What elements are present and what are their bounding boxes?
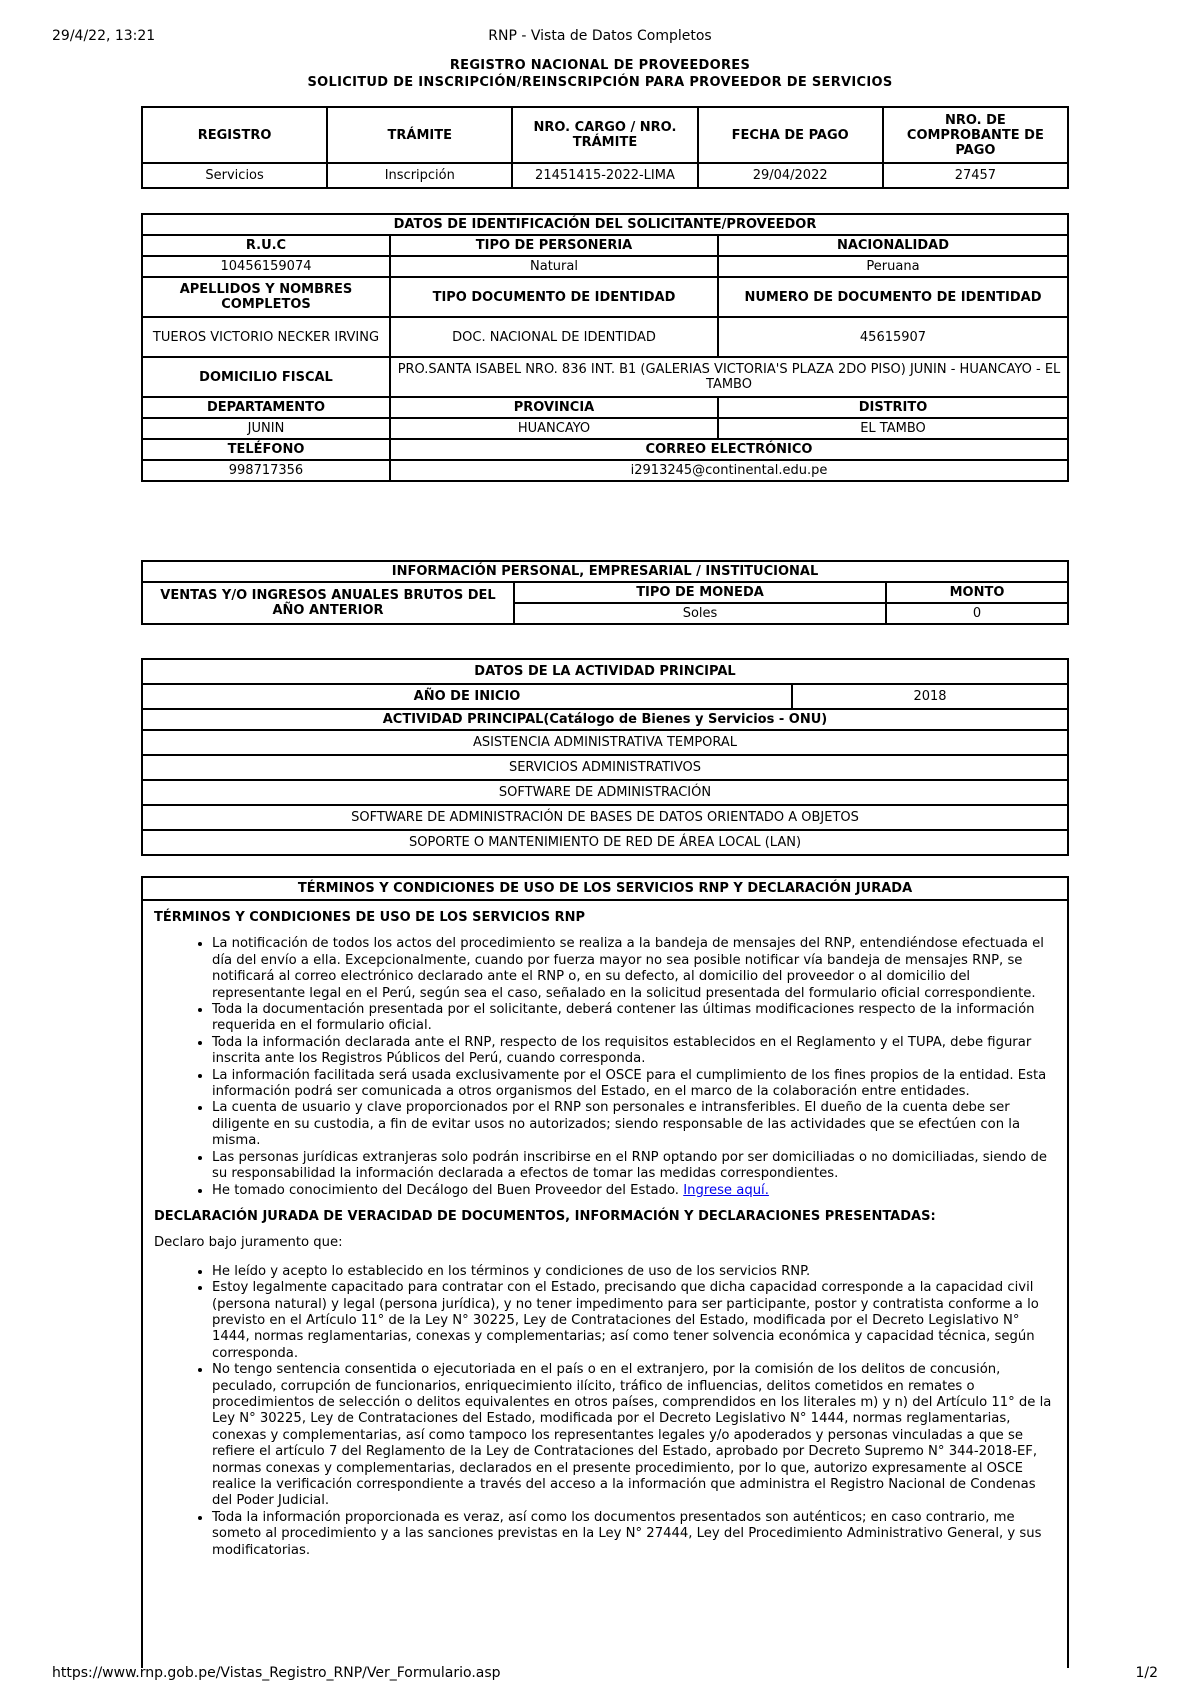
actividad-table xyxy=(141,658,1069,856)
registro-value-row xyxy=(142,163,1068,188)
terminos-subtitle: TÉRMINOS Y CONDICIONES DE USO DE LOS SERVICIOS RNP xyxy=(154,910,586,925)
table-row xyxy=(142,805,1068,830)
telefono-value: 998717356 xyxy=(142,460,390,481)
registro-header: REGISTRO xyxy=(142,107,327,163)
registro-header-row xyxy=(142,107,1068,163)
fecha-pago-value: 29/04/2022 xyxy=(698,163,883,188)
correo-value: i2913245@continental.edu.pe xyxy=(390,460,1068,481)
provincia-label: PROVINCIA xyxy=(390,397,718,418)
tipo-personeria-label: TIPO DE PERSONERIA xyxy=(390,235,718,256)
tramite-header: TRÁMITE xyxy=(327,107,512,163)
list-item: • La cuenta de usuario y clave proporcionados por el RNP son personales e intransferibles. El dueño de la cuenta debe ser diligente en su custodia, a fin de evitar usos no autorizados; siendo responsable de las actividades que se efectúen con la misma. xyxy=(212,1100,1057,1149)
declaracion-title: DECLARACIÓN JURADA DE VERACIDAD DE DOCUMENTOS, INFORMACIÓN Y DECLARACIONES PRESENTADAS: xyxy=(154,1208,936,1224)
list-item: • Las personas jurídicas extranjeras solo podrán inscribirse en el RNP optando por ser domiciliadas o no domiciliadas, siendo de su responsabilidad la información declarada a efectos de tomar las medidas correspondientes. xyxy=(212,1150,1057,1183)
correo-label: CORREO ELECTRÓNICO xyxy=(390,439,1068,460)
actividad-item: SOFTWARE DE ADMINISTRACIÓN DE BASES DE DATOS ORIENTADO A OBJETOS xyxy=(142,805,1068,830)
distrito-label: DISTRITO xyxy=(718,397,1068,418)
actividad-item: ASISTENCIA ADMINISTRATIVA TEMPORAL xyxy=(142,730,1068,755)
list-item: • Estoy legalmente capacitado para contratar con el Estado, precisando que dicha capacidad corresponde a la capacidad civil (persona natural) y legal (persona jurídica), y no tener impedimento para ser participante, postor y contratista conforme a lo previsto en el Artículo 11° de la Ley N° 30225, Ley de Contrataciones del Estado, modificada por el Decreto Legislativo N° 1444, normas reglamentarias, conexas y complementarias; así como tener solvencia económica y capacidad técnica, según corresponda. xyxy=(212,1280,1057,1362)
anio-inicio-value: 2018 xyxy=(792,684,1068,709)
monto-value: 0 xyxy=(886,603,1068,624)
list-item: • Toda la información proporcionada es veraz, así como los documentos presentados son auténticos; en caso contrario, me someto al procedimiento y a las sanciones previstas en la Ley N° 27444, Ley del Procedimiento Administrativo General, y sus modificatorias. xyxy=(212,1510,1057,1559)
identificacion-title: DATOS DE IDENTIFICACIÓN DEL SOLICITANTE/PROVEEDOR xyxy=(142,214,1068,235)
domicilio-value: PRO.SANTA ISABEL NRO. 836 INT. B1 (GALERIAS VICTORIA'S PLAZA 2DO PISO) JUNIN - HUANCAYO - EL TAMBO xyxy=(390,357,1068,397)
list-item: • No tengo sentencia consentida o ejecutoriada en el país o en el extranjero, por la comisión de los delitos de concusión, peculado, corrupción de funcionarios, enriquecimiento ilícito, tráfico de influencias, delitos cometidos en remates o procedimientos de selección o delitos equivalentes en otros países, comprendidos en los literales m) y n) del Artículo 11° de la Ley N° 30225, Ley de Contrataciones del Estado, modificada por el Decreto Legislativo N° 1444, normas reglamentarias, conexas y complementarias, así como tampoco los representantes legales y/o apoderados y personas vinculadas a que se refiere el artículo 7 del Reglamento de la Ley de Contrataciones del Estado, aprobado por Decreto Supremo N° 344-2018-EF, normas conexas y complementarias, declarados en el presente procedimiento, por lo que, autorizo expresamente al OSCE realice la verificación correspondiente a través del acceso a la información que administra el Registro Nacional de Condenas del Poder Judicial. xyxy=(212,1362,1057,1510)
num-doc-value: 45615907 xyxy=(718,317,1068,357)
list-item: • La información facilitada será usada exclusivamente por el OSCE para el cumplimiento de los fines propios de la entidad. Esta información podrá ser comunicada a otros organismos del Estado, en el marco de la colaboración entre entidades. xyxy=(212,1068,1057,1101)
registro-value: Servicios xyxy=(142,163,327,188)
fecha-pago-header: FECHA DE PAGO xyxy=(698,107,883,163)
tipo-personeria-value: Natural xyxy=(390,256,718,277)
print-footer xyxy=(0,1665,1200,1685)
actividad-item: SERVICIOS ADMINISTRATIVOS xyxy=(142,755,1068,780)
ventas-label: VENTAS Y/O INGRESOS ANUALES BRUTOS DEL AÑO ANTERIOR xyxy=(142,582,514,624)
nacionalidad-value: Peruana xyxy=(718,256,1068,277)
nro-cargo-value: 21451415-2022-LIMA xyxy=(512,163,697,188)
nombres-label: APELLIDOS Y NOMBRES COMPLETOS xyxy=(142,277,390,317)
moneda-label: TIPO DE MONEDA xyxy=(514,582,886,603)
nro-cargo-header: NRO. CARGO / NRO. TRÁMITE xyxy=(512,107,697,163)
document-title xyxy=(0,57,1200,91)
print-datetime: 29/4/22, 13:21 xyxy=(52,28,156,44)
terminos-section-title: TÉRMINOS Y CONDICIONES DE USO DE LOS SERVICIOS RNP Y DECLARACIÓN JURADA xyxy=(143,878,1067,901)
actividad-item: SOPORTE O MANTENIMIENTO DE RED DE ÁREA LOCAL (LAN) xyxy=(142,830,1068,855)
actividad-item: SOFTWARE DE ADMINISTRACIÓN xyxy=(142,780,1068,805)
terminos-list xyxy=(154,936,1057,1199)
monto-label: MONTO xyxy=(886,582,1068,603)
distrito-value: EL TAMBO xyxy=(718,418,1068,439)
departamento-label: DEPARTAMENTO xyxy=(142,397,390,418)
table-row xyxy=(142,730,1068,755)
table-row xyxy=(142,755,1068,780)
provincia-value: HUANCAYO xyxy=(390,418,718,439)
actividad-principal-label: ACTIVIDAD PRINCIPAL(Catálogo de Bienes y Servicios - ONU) xyxy=(142,709,1068,730)
declaracion-list xyxy=(154,1264,1057,1559)
document-title-line-2: SOLICITUD DE INSCRIPCIÓN/REINSCRIPCIÓN PARA PROVEEDOR DE SERVICIOS xyxy=(307,75,893,90)
informacion-title: INFORMACIÓN PERSONAL, EMPRESARIAL / INSTITUCIONAL xyxy=(142,561,1068,582)
table-row xyxy=(142,830,1068,855)
telefono-label: TELÉFONO xyxy=(142,439,390,460)
list-item: • He leído y acepto lo establecido en los términos y condiciones de uso de los servicios RNP. xyxy=(212,1264,1057,1280)
tipo-doc-label: TIPO DOCUMENTO DE IDENTIDAD xyxy=(390,277,718,317)
domicilio-label: DOMICILIO FISCAL xyxy=(142,357,390,397)
list-item: • Toda la información declarada ante el RNP, respecto de los requisitos establecidos en el Reglamento y el TUPA, debe figurar inscrita ante los Registros Públicos del Perú, cuando corresponda. xyxy=(212,1035,1057,1068)
num-doc-label: NUMERO DE DOCUMENTO DE IDENTIDAD xyxy=(718,277,1068,317)
list-item xyxy=(212,1183,1057,1199)
decalogo-text: He tomado conocimiento del Decálogo del Buen Proveedor del Estado. xyxy=(212,1182,684,1198)
nombres-value: TUEROS VICTORIO NECKER IRVING xyxy=(142,317,390,357)
registro-table xyxy=(141,106,1069,189)
ingrese-aqui-link[interactable]: Ingrese aquí. xyxy=(683,1182,769,1198)
departamento-value: JUNIN xyxy=(142,418,390,439)
print-url: https://www.rnp.gob.pe/Vistas_Registro_RNP/Ver_Formulario.asp xyxy=(52,1665,501,1681)
actividad-title: DATOS DE LA ACTIVIDAD PRINCIPAL xyxy=(142,659,1068,684)
terminos-section xyxy=(141,876,1069,1668)
comprobante-value: 27457 xyxy=(883,163,1068,188)
table-row xyxy=(142,780,1068,805)
document-title-line-1: REGISTRO NACIONAL DE PROVEEDORES xyxy=(449,58,751,73)
nacionalidad-label: NACIONALIDAD xyxy=(718,235,1068,256)
declaracion-intro: Declaro bajo juramento que: xyxy=(154,1235,343,1251)
list-item: • La notificación de todos los actos del procedimiento se realiza a la bandeja de mensajes del RNP, entendiéndose efectuada el día del envío a ella. Excepcionalmente, cuando por fuerza mayor no sea posible notificar vía bandeja de mensajes RNP, se notificará al correo electrónico declarado ante el RNP o, en su defecto, al domicilio del proveedor o al domicilio del representante legal en el Perú, según sea el caso, señalado en la solicitud presentada del formulario oficial correspondiente. xyxy=(212,936,1057,1002)
print-header xyxy=(0,28,1200,48)
tipo-doc-value: DOC. NACIONAL DE IDENTIDAD xyxy=(390,317,718,357)
moneda-value: Soles xyxy=(514,603,886,624)
tramite-value: Inscripción xyxy=(327,163,512,188)
informacion-table xyxy=(141,560,1069,625)
identificacion-table xyxy=(141,213,1069,482)
ruc-label: R.U.C xyxy=(142,235,390,256)
print-page-number: 1/2 xyxy=(1135,1665,1158,1681)
print-page-title: RNP - Vista de Datos Completos xyxy=(488,28,712,44)
comprobante-header: NRO. DE COMPROBANTE DE PAGO xyxy=(883,107,1068,163)
list-item: • Toda la documentación presentada por el solicitante, deberá contener las últimas modificaciones respecto de la información requerida en el formulario oficial. xyxy=(212,1002,1057,1035)
ruc-value: 10456159074 xyxy=(142,256,390,277)
anio-inicio-label: AÑO DE INICIO xyxy=(142,684,792,709)
